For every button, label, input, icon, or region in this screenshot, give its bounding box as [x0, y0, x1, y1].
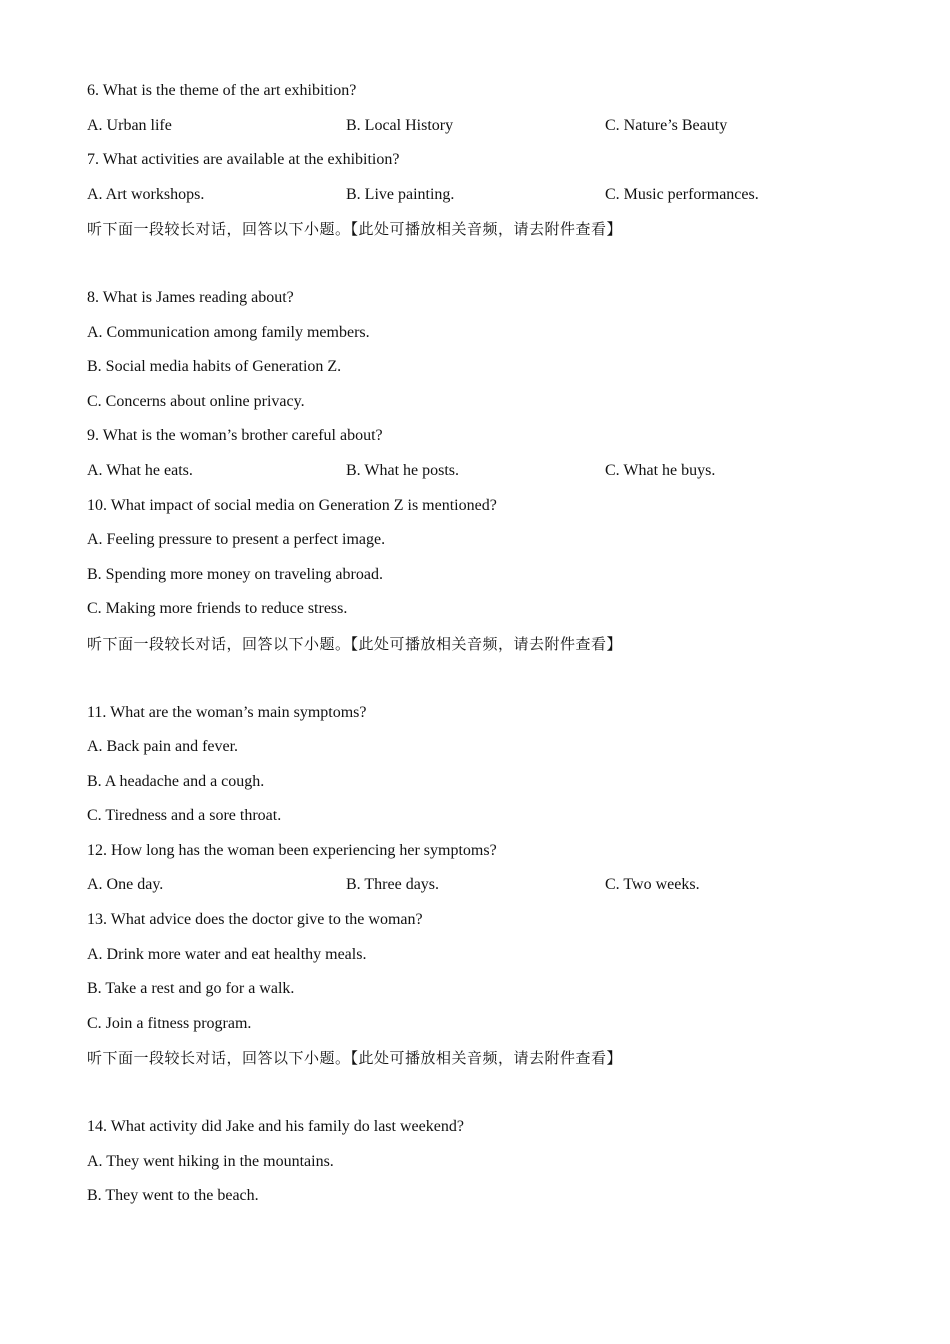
option-a: A. What he eats. — [87, 461, 193, 479]
option-b: B. They went to the beach. — [87, 1187, 259, 1205]
option-a: A. One day. — [87, 876, 164, 894]
option-c: C. Music performances. — [605, 185, 759, 203]
listening-instruction: 听下面一段较长对话，回答以下小题。【此处可播放相关音频，请去附件查看】 — [87, 1049, 623, 1068]
option-a: A. Feeling pressure to present a perfect image. — [87, 531, 386, 549]
question-14: 14. What activity did Jake and his family do last weekend? — [87, 1118, 464, 1136]
question-11: 11. What are the woman’s main symptoms? — [87, 703, 367, 721]
listening-instruction: 听下面一段较长对话，回答以下小题。【此处可播放相关音频，请去附件查看】 — [87, 220, 623, 239]
option-a: A. Drink more water and eat healthy meals. — [87, 945, 367, 963]
section-gap — [87, 667, 887, 701]
question-12: 12. How long has the woman been experiencing her symptoms? — [87, 841, 497, 859]
question-9-options — [87, 459, 887, 494]
question-7-options — [87, 183, 887, 218]
question-6: 6. What is the theme of the art exhibition? — [87, 82, 357, 99]
option-c: C. Two weeks. — [605, 876, 700, 894]
option-b: B. Spending more money on traveling abroad. — [87, 565, 383, 583]
option-b: B. Social media habits of Generation Z. — [87, 358, 342, 376]
question-7: 7. What activities are available at the exhibition? — [87, 151, 400, 169]
listening-instruction: 听下面一段较长对话，回答以下小题。【此处可播放相关音频，请去附件查看】 — [87, 634, 623, 653]
question-10: 10. What impact of social media on Generation Z is mentioned? — [87, 496, 497, 514]
option-a: A. Urban life — [87, 116, 172, 134]
option-c: C. Join a fitness program. — [87, 1014, 252, 1032]
option-c: C. What he buys. — [605, 461, 716, 479]
option-a: A. Communication among family members. — [87, 323, 370, 341]
section-gap — [87, 1081, 887, 1115]
option-c: C. Making more friends to reduce stress. — [87, 600, 348, 618]
option-c: C. Concerns about online privacy. — [87, 392, 305, 410]
question-8: 8. What is James reading about? — [87, 288, 294, 306]
question-12-options — [87, 873, 887, 908]
option-b: B. What he posts. — [346, 461, 460, 479]
question-9: 9. What is the woman’s brother careful about? — [87, 427, 383, 445]
option-b: B. Local History — [346, 116, 454, 134]
option-b: B. A headache and a cough. — [87, 772, 265, 790]
option-a: A. Art workshops. — [87, 185, 205, 203]
option-b: B. Live painting. — [346, 185, 455, 203]
exam-page — [87, 79, 887, 1219]
question-6-options — [87, 114, 887, 149]
option-a: A. Back pain and fever. — [87, 738, 239, 756]
option-a: A. They went hiking in the mountains. — [87, 1152, 334, 1170]
option-c: C. Tiredness and a sore throat. — [87, 807, 282, 825]
option-b: B. Take a rest and go for a walk. — [87, 980, 295, 998]
option-b: B. Three days. — [346, 876, 440, 894]
option-c: C. Nature’s Beauty — [605, 116, 728, 134]
question-13: 13. What advice does the doctor give to the woman? — [87, 911, 423, 929]
section-gap — [87, 252, 887, 286]
